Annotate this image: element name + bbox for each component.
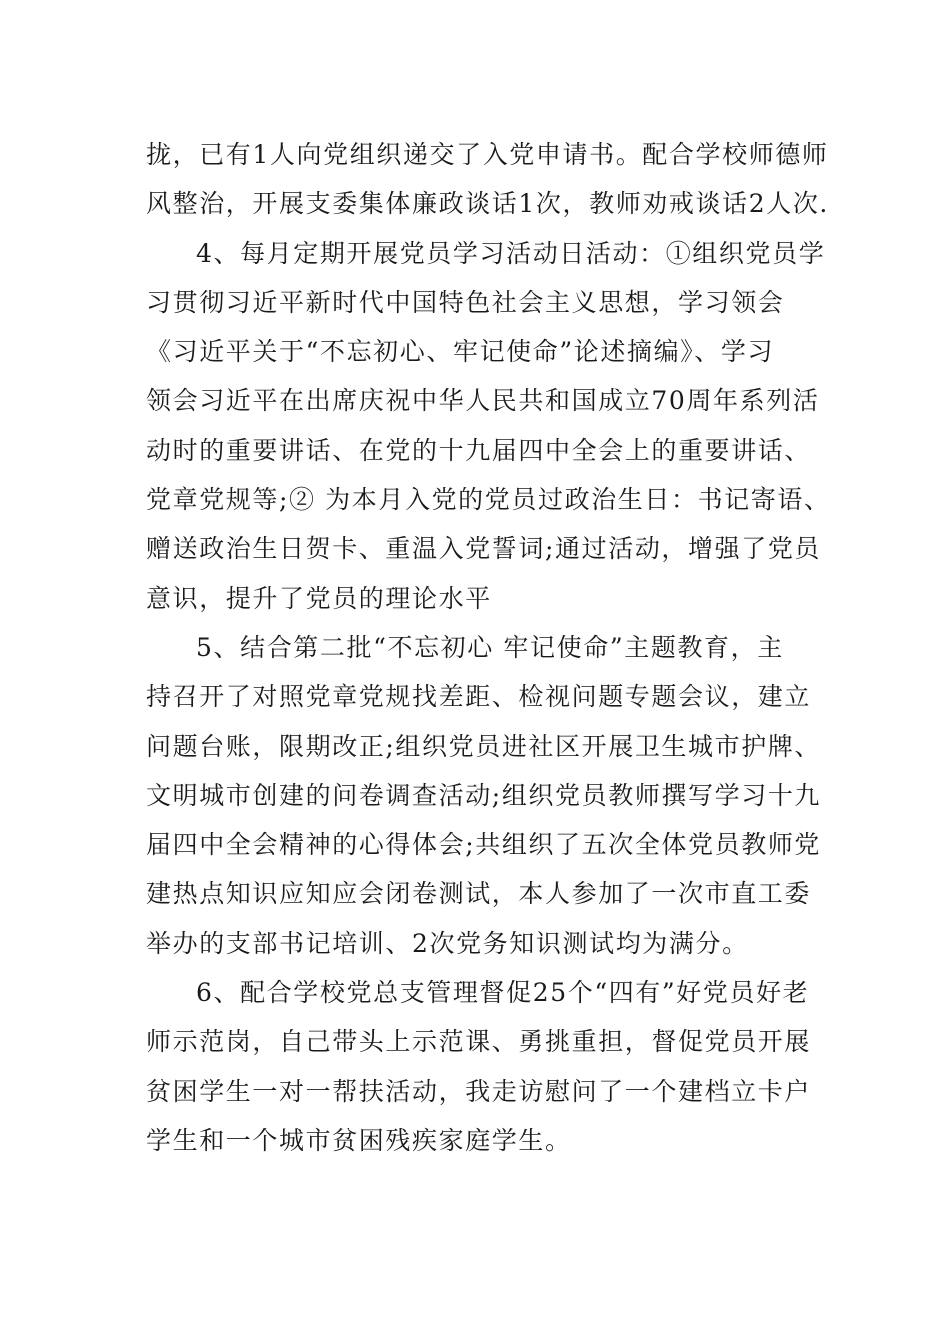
- paragraph-line: 领会习近平在出席庆祝中华人民共和国成立70周年系列活: [146, 386, 820, 416]
- paragraph-line: 赠送政治生日贺卡、重温入党誓词;通过活动，增强了党员: [146, 534, 822, 564]
- paragraph-line: 拢，已有1人向党组织递交了入党申请书。配合学校师德师: [146, 140, 829, 169]
- paragraph-line: 习贯彻习近平新时代中国特色社会主义思想，学习领会: [146, 287, 785, 317]
- paragraph-4: [146, 968, 816, 1165]
- document-body: [146, 130, 831, 1165]
- paragraph-line: 届四中全会精神的心得体会;共组织了五次全体党员教师党: [146, 830, 822, 860]
- paragraph-2: [146, 229, 831, 623]
- paragraph-line: 党章党规等;② 为本月入党的党员过政治生日：书记寄语、: [146, 485, 831, 515]
- paragraph-line: 问题台账，限期改正;组织党员进社区开展卫生城市护牌、: [146, 731, 822, 761]
- paragraph-line: 贫困学生一对一帮扶活动，我走访慰问了一个建档立卡户: [146, 1076, 812, 1106]
- paragraph-line: 动时的重要讲话、在党的十九届四中全会上的重要讲话、: [146, 435, 812, 465]
- paragraph-line: 持召开了对照党章党规找差距、检视问题专题会议，建立: [146, 682, 812, 712]
- paragraph-line: 学生和一个城市贫困残疾家庭学生。: [146, 1125, 572, 1155]
- paragraph-3: [146, 623, 822, 968]
- paragraph-line: 5、结合第二批“不忘初心 牢记使命”主题教育，主: [196, 632, 784, 662]
- paragraph-1: [146, 130, 829, 229]
- paragraph-line: 《习近平关于“不忘初心、牢记使命”论述摘编》、学习: [146, 337, 775, 367]
- paragraph-line: 意识，提升了党员的理论水平: [146, 583, 492, 613]
- paragraph-line: 文明城市创建的问卷调查活动;组织党员教师撰写学习十九: [146, 780, 822, 810]
- paragraph-line: 师示范岗，自己带头上示范课、勇挑重担，督促党员开展: [146, 1027, 812, 1057]
- paragraph-line: 4、每月定期开展党员学习活动日活动：①组织党员学: [196, 238, 826, 268]
- paragraph-line: 风整治，开展支委集体廉政谈话1次，教师劝戒谈话2人次.: [146, 189, 829, 219]
- paragraph-line: 举办的支部书记培训、2次党务知识测试均为满分。: [146, 928, 749, 958]
- paragraph-line: 建热点知识应知应会闭卷测试，本人参加了一次市直工委: [146, 879, 812, 909]
- paragraph-line: 6、配合学校党总支管理督促25个“四有”好党员好老: [196, 978, 810, 1008]
